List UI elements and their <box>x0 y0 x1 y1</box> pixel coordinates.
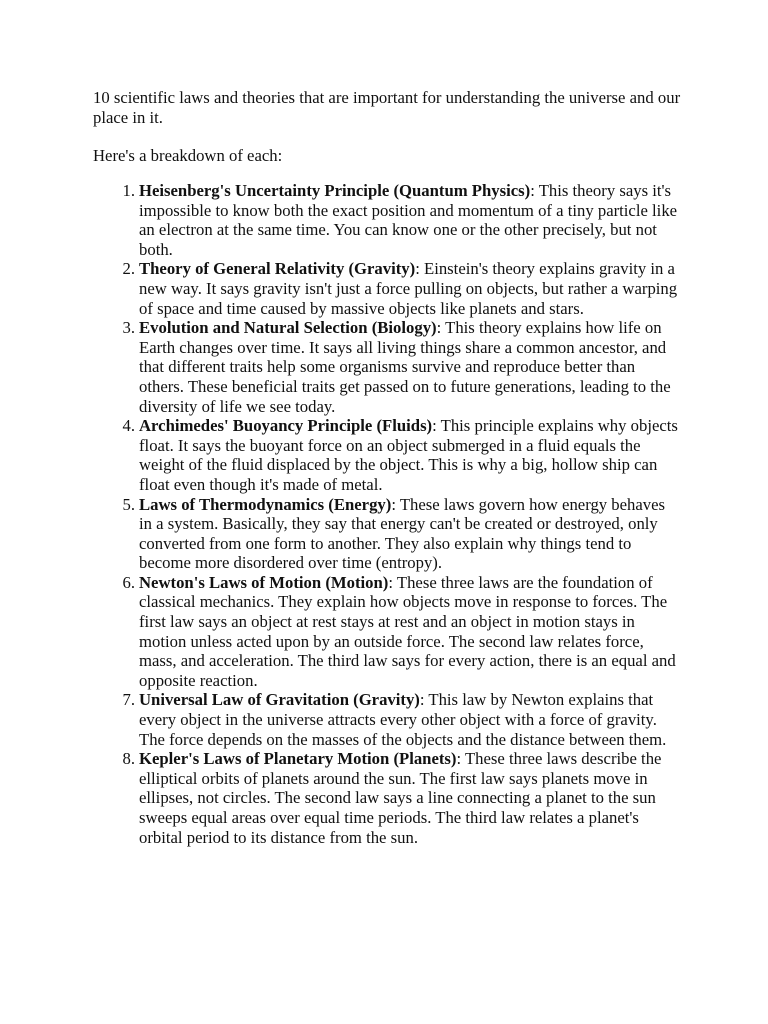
list-item-title: Kepler's Laws of Planetary Motion (Planets) <box>139 749 457 769</box>
list-item <box>122 572 679 691</box>
laws-list <box>122 181 679 847</box>
list-item-number: 5. <box>122 494 135 514</box>
list-item-text: : This theory explains how life on Earth changes over time. It says all living things share a common ancestor, and that different traits help some organisms survive and reproduce better than others. These beneficial traits get passed on to future generations, leading to the diversity of life we see today. <box>139 318 671 416</box>
list-item <box>122 181 679 259</box>
list-item-number: 6. <box>122 572 135 592</box>
breakdown-label: Here's a breakdown of each: <box>93 146 283 165</box>
list-item-title: Evolution and Natural Selection (Biology) <box>139 318 437 338</box>
list-item <box>122 318 679 416</box>
list-item <box>122 416 679 494</box>
list-item-text: : This theory says it's impossible to know both the exact position and momentum of a tiny particle like an electron at the same time. You can know one or the other precisely, but not both. <box>139 181 678 259</box>
list-item-title: Universal Law of Gravitation (Gravity) <box>139 690 420 710</box>
list-item-number: 7. <box>122 690 135 710</box>
list-item-text: : This principle explains why objects float. It says the buoyant force on an object submerged in a fluid equals the weight of the fluid displaced by the object. This is why a big, hollow ship can float even though it's made of metal. <box>139 416 678 494</box>
list-item-text: : Einstein's theory explains gravity in a new way. It says gravity isn't just a force pulling on objects, but rather a warping of space and time caused by massive objects like planets and stars. <box>139 259 678 318</box>
list-item-title: Laws of Thermodynamics (Energy) <box>139 494 392 514</box>
list-item-text: : These three laws describe the elliptical orbits of planets around the sun. The first law says planets move in ellipses, not circles. The second law says a line connecting a planet to the sun sweeps equal areas over equal time periods. The third law relates a planet's orbital period to its distance from the sun. <box>139 749 662 847</box>
list-item-number: 8. <box>122 749 135 769</box>
list-item-text: : These laws govern how energy behaves in a system. Basically, they say that energy can't be created or destroyed, only converted from one form to another. They also explain why things tend to become more disordered over time (entropy). <box>139 494 666 573</box>
list-item-title: Theory of General Relativity (Gravity) <box>139 259 416 279</box>
list-item-title: Newton's Laws of Motion (Motion) <box>139 572 389 592</box>
list-item-text: : This law by Newton explains that every object in the universe attracts every other object with a force of gravity. The force depends on the masses of the objects and the distance between them. <box>139 690 667 749</box>
list-item-number: 4. <box>122 416 135 436</box>
list-item <box>122 259 679 318</box>
intro-paragraph: 10 scientific laws and theories that are important for understanding the universe and our place in it. <box>93 88 681 127</box>
list-item-text: : These three laws are the foundation of classical mechanics. They explain how objects move in response to forces. The first law says an object at rest stays at rest and an object in motion stays in motion unless acted upon by an outside force. The second law relates force, mass, and acceleration. The third law says for every action, there is an equal and opposite reaction. <box>139 572 676 690</box>
list-item-number: 3. <box>122 318 135 338</box>
list-item <box>122 690 679 749</box>
list-item-title: Archimedes' Buoyancy Principle (Fluids) <box>139 416 433 436</box>
list-item <box>122 494 679 573</box>
list-item-number: 2. <box>122 259 135 279</box>
list-item-title: Heisenberg's Uncertainty Principle (Quantum Physics) <box>139 181 531 200</box>
list-item-number: 1. <box>122 181 135 200</box>
list-item <box>122 749 679 847</box>
